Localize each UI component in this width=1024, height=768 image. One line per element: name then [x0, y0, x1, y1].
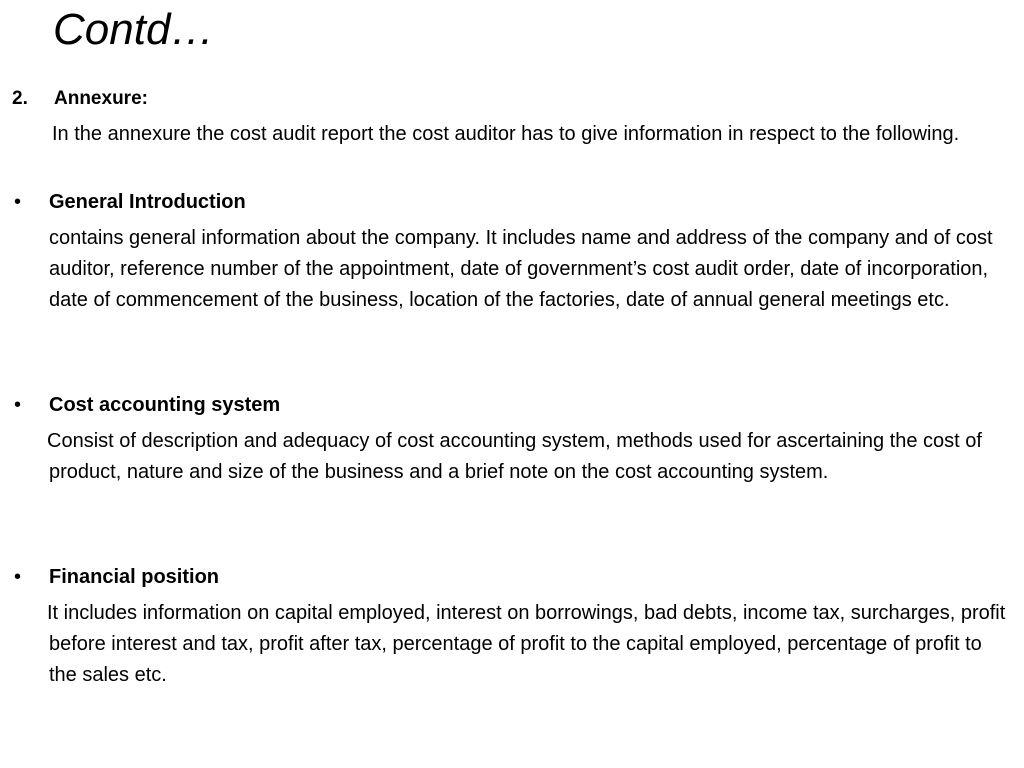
section-heading-text: Annexure:: [54, 88, 148, 109]
bullet-cost-accounting-system: [14, 391, 280, 419]
bullet-financial-position: [14, 563, 219, 591]
section-heading: [12, 86, 148, 112]
bullet-body-general-introduction: contains general information about the company. It includes name and address of the company and of cost auditor, reference number of the appointment, date of government’s cost audit order, date of incorporation, date of commencement of the business, location of the factories, date of annual general meetings etc.: [49, 227, 993, 311]
slide-title: Contd…: [53, 5, 215, 54]
bullet-body-cost-accounting-system: Consist of description and adequacy of cost accounting system, methods used for ascertaining the cost of product, nature and size of the business and a brief note on the cost accounting system.: [47, 430, 982, 483]
section-intro-text: In the annexure the cost audit report the cost auditor has to give information in respect to the following.: [52, 123, 960, 145]
section-number: 2.: [12, 88, 28, 109]
bullet-marker: •: [14, 394, 22, 416]
bullet-heading: Financial position: [49, 566, 220, 588]
bullet-heading: Cost accounting system: [49, 394, 281, 416]
bullet-marker: •: [14, 191, 22, 213]
bullet-heading: General Introduction: [49, 191, 246, 213]
bullet-body-financial-position: It includes information on capital employed, interest on borrowings, bad debts, income tax, surcharges, profit before interest and tax, profit after tax, percentage of profit to the capital employed, percentage of profit to the sales etc.: [47, 602, 1006, 686]
bullet-marker: •: [14, 566, 22, 588]
bullet-general-introduction: [14, 188, 246, 216]
